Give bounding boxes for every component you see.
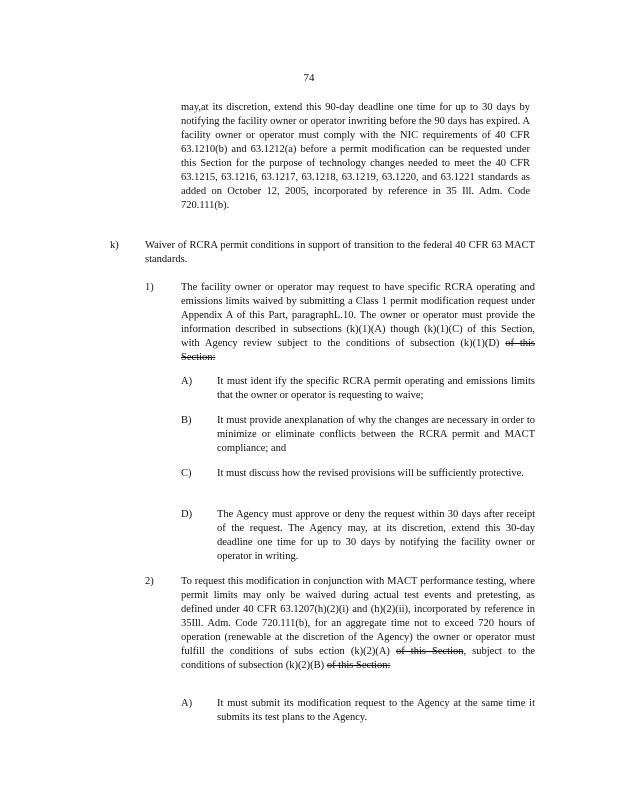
subsection-k1-text bbox=[181, 281, 535, 365]
page-number: 74 bbox=[303, 72, 315, 84]
subsection-k2-label: 2) bbox=[145, 576, 154, 587]
subsection-k2-body-1: To request this modification in conjunction with MACT performance testing, where permit limits may only be waived during actual test events and pretesting, as defined under 40 CFR 63.1207(h)(2)(i) and (h)(2)(ii), incorporated by reference in 35Ill. Adm. Code 720.111(b), for an aggregate time not to exceed 720 hours of operation (renewable at the discretion of the Agency) the owner or operator must fulfill the conditions of subs ection (k)(2)(A) bbox=[181, 576, 535, 657]
deleted-text: of this Section bbox=[395, 646, 464, 657]
item-k2A-text: It must submit its modification request to the Agency at the same time it submits its test plans to the Agency. bbox=[217, 698, 535, 723]
item-k1C-label: C) bbox=[181, 468, 192, 479]
item-k1B-text: It must provide anexplanation of why the changes are necessary in order to minimize or eliminate conflicts between the RCRA permit and MACT compliance; and bbox=[217, 415, 535, 454]
item-k1B-label: B) bbox=[181, 415, 192, 426]
item-k1C-text: It must discuss how the revised provisions will be sufficiently protective. bbox=[217, 468, 524, 479]
intro-text: may,at its discretion, extend this 90-day deadline one time for up to 30 days by notifying the facility owner or operator inwriting before the 90 days has expired. A facility owner or operator must comply with the NIC requirements of 40 CFR 63.1210(b) and 63.1212(a) before a permit modification can be requested under this Section for the purpose of technology changes needed to meet the 40 CFR 63.1215, 63.1216, 63.1217, 63.1218, 63.1219, 63.1220, and 63.1221 standards as added on October 12, 2005, incorporated by reference in 35 Ill. Adm. Code 720.111(b). bbox=[181, 102, 530, 211]
item-k1A-label: A) bbox=[181, 376, 193, 387]
subsection-k2-body-2: , subject to the conditions of subsection (k)(2)(B) bbox=[181, 646, 536, 671]
subsection-k-text bbox=[145, 239, 535, 267]
deleted-text: of this Section: bbox=[181, 338, 536, 363]
subsection-k-label: k) bbox=[110, 240, 119, 251]
deleted-text: of this Section: bbox=[326, 660, 391, 671]
subsection-k1-body: The facility owner or operator may request to have specific RCRA operating and emissions limits waived by submitting a Class 1 permit modification request under Appendix A of this Part, paragraphL.10. The owner or operator must provide the information described in subsections (k)(1)(A) though (k)(1)(C) of this Section, with Agency review subject to the conditions of subsection (k)(1)(D) bbox=[181, 282, 535, 349]
item-k1D-text: The Agency must approve or deny the request within 30 days after receipt of the request. The Agency may, at its discretion, extend this 30-day deadline one time for up to 30 days by notifying the facility owner or operator in writing. bbox=[217, 509, 535, 562]
subsection-k1-label: 1) bbox=[145, 282, 154, 293]
subsection-k-body: Waiver of RCRA permit conditions in support of transition to the federal 40 CFR 63 MACT standards. bbox=[145, 240, 535, 265]
item-k2A-label: A) bbox=[181, 698, 193, 709]
intro-paragraph bbox=[181, 101, 530, 213]
item-k1D-label: D) bbox=[181, 509, 193, 520]
item-k1A-text: It must ident ify the specific RCRA permit operating and emissions limits that the owner or operator is requesting to waive; bbox=[217, 376, 535, 401]
subsection-k2-text bbox=[181, 575, 535, 673]
